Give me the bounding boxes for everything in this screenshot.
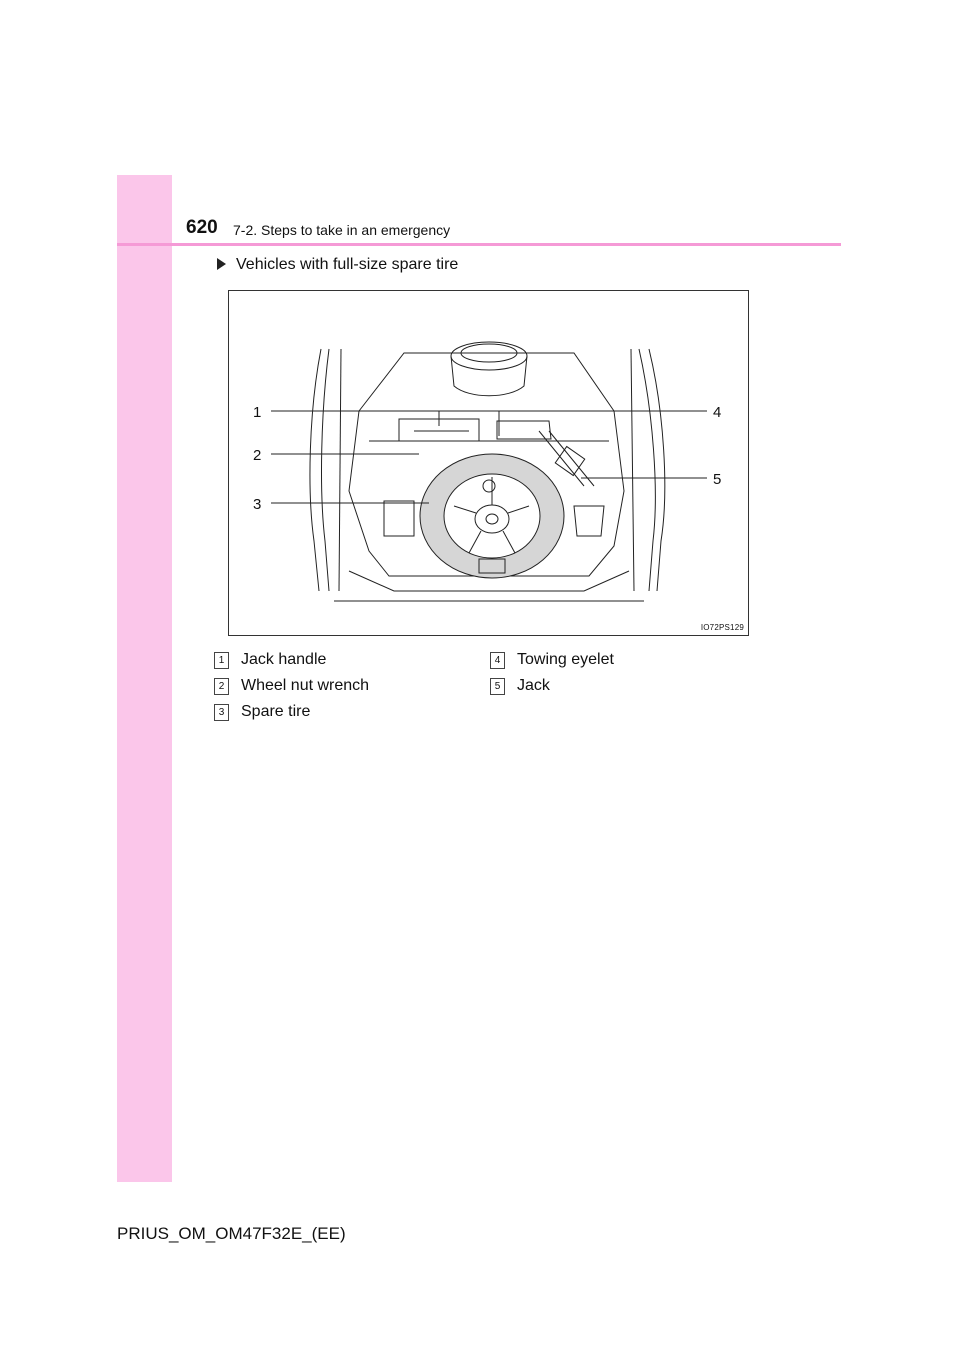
spare-tire-illustration (228, 290, 749, 636)
figure-callout-1: 1 (253, 404, 262, 421)
legend-number: 5 (490, 678, 505, 695)
legend-label: Spare tire (241, 703, 311, 720)
triangle-bullet-icon (217, 258, 226, 270)
legend-item (490, 677, 550, 695)
subheading (217, 256, 458, 274)
legend-item (214, 651, 326, 669)
figure-callout-5: 5 (713, 471, 722, 488)
figure-callout-3: 3 (253, 496, 262, 513)
legend-number: 2 (214, 678, 229, 695)
legend-number: 3 (214, 704, 229, 721)
legend-label: Wheel nut wrench (241, 677, 370, 694)
page-number: 620 (186, 217, 218, 238)
document-footer-code: PRIUS_OM_OM47F32E_(EE) (117, 1224, 346, 1243)
figure-callout-2: 2 (253, 447, 262, 464)
section-title: 7-2. Steps to take in an emergency (233, 222, 451, 238)
legend-label: Jack handle (241, 651, 327, 668)
legend-number: 4 (490, 652, 505, 669)
legend-label: Towing eyelet (517, 651, 614, 668)
legend-item (214, 703, 310, 721)
legend-item (214, 677, 369, 695)
figure-code: IO72PS129 (700, 623, 744, 632)
legend-number: 1 (214, 652, 229, 669)
legend-item (490, 651, 614, 669)
legend-label: Jack (517, 677, 550, 694)
header-rule (117, 243, 841, 246)
subheading-text: Vehicles with full-size spare tire (236, 256, 459, 273)
figure-callout-4: 4 (713, 404, 722, 421)
chapter-sidebar-tab (117, 175, 172, 1182)
trunk-drawing (229, 291, 750, 637)
